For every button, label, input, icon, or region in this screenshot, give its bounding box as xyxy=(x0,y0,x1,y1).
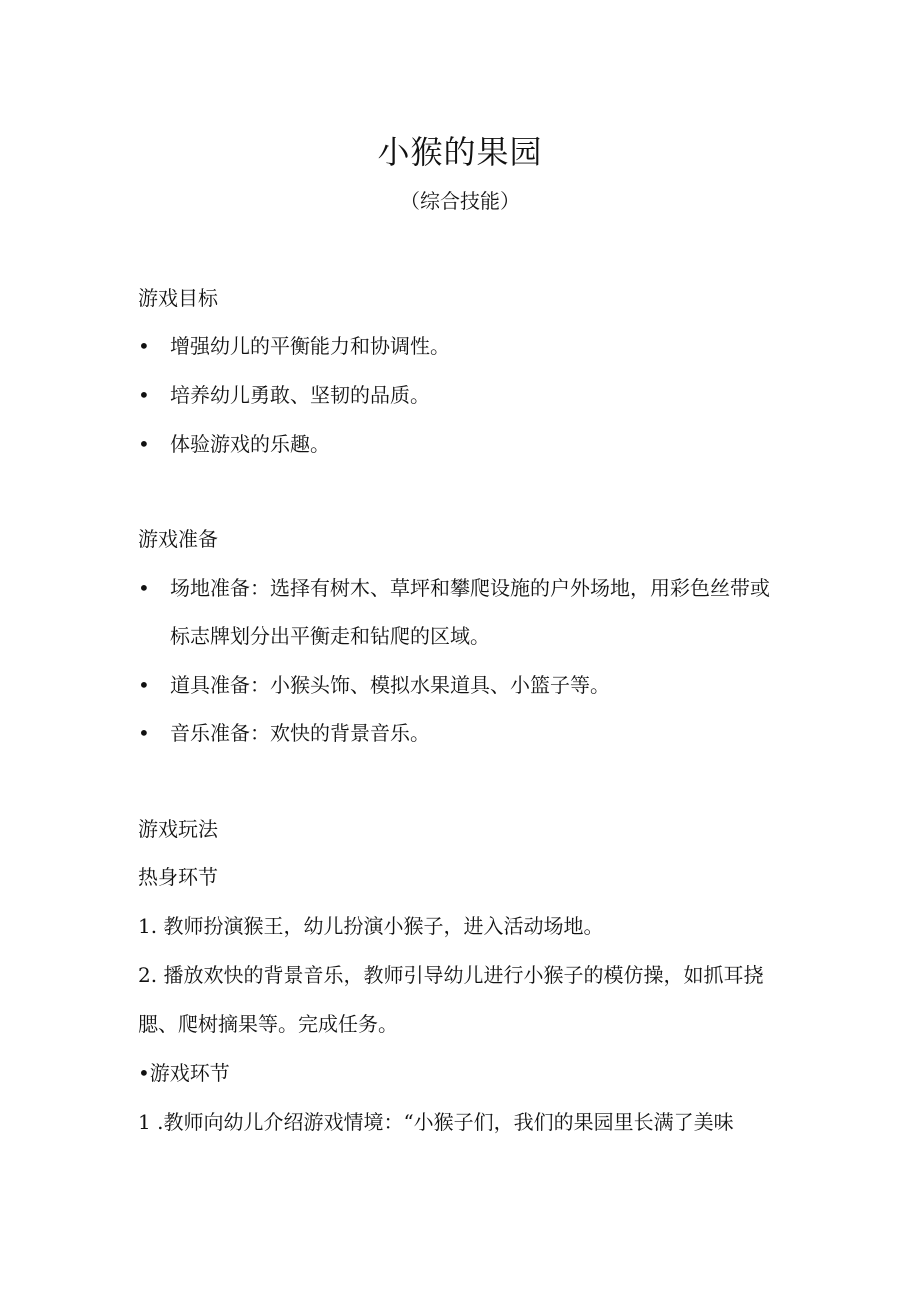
bullet-marker: • xyxy=(138,383,150,407)
goal-item: 增强幼儿的平衡能力和协调性。 xyxy=(170,334,450,358)
bullet-marker: • xyxy=(138,432,150,456)
warmup-line: 1. 教师扮演猴王，幼儿扮演小猴子，进入活动场地。 xyxy=(138,914,604,938)
bullet-marker: • xyxy=(138,673,150,697)
goal-item: 体验游戏的乐趣。 xyxy=(170,432,330,456)
subheading-game: •游戏环节 xyxy=(138,1061,230,1085)
bullet-marker: • xyxy=(138,576,150,600)
prep-item: 音乐准备：欢快的背景音乐。 xyxy=(170,721,430,745)
document-subtitle: （综合技能） xyxy=(400,189,520,213)
warmup-line: 腮、爬树摘果等。完成任务。 xyxy=(138,1012,398,1036)
prep-item: 场地准备：选择有树木、草坪和攀爬设施的户外场地，用彩色丝带或 xyxy=(170,576,770,600)
prep-item-continuation: 标志牌划分出平衡走和钻爬的区域。 xyxy=(170,624,490,648)
section-heading-play: 游戏玩法 xyxy=(138,817,218,841)
goal-item: 培养幼儿勇敢、坚韧的品质。 xyxy=(170,383,430,407)
section-heading-prep: 游戏准备 xyxy=(138,527,218,551)
bullet-marker: • xyxy=(138,721,150,745)
game-line: 1 .教师向幼儿介绍游戏情境：“小猴子们，我们的果园里长满了美味 xyxy=(138,1110,734,1134)
subheading-warmup: 热身环节 xyxy=(138,865,218,889)
warmup-line: 2. 播放欢快的背景音乐，教师引导幼儿进行小猴子的模仿操，如抓耳挠 xyxy=(138,963,764,987)
bullet-marker: • xyxy=(138,334,150,358)
prep-item: 道具准备：小猴头饰、模拟水果道具、小篮子等。 xyxy=(170,673,610,697)
document-title: 小猴的果园 xyxy=(377,133,543,171)
section-heading-goals: 游戏目标 xyxy=(138,286,218,310)
